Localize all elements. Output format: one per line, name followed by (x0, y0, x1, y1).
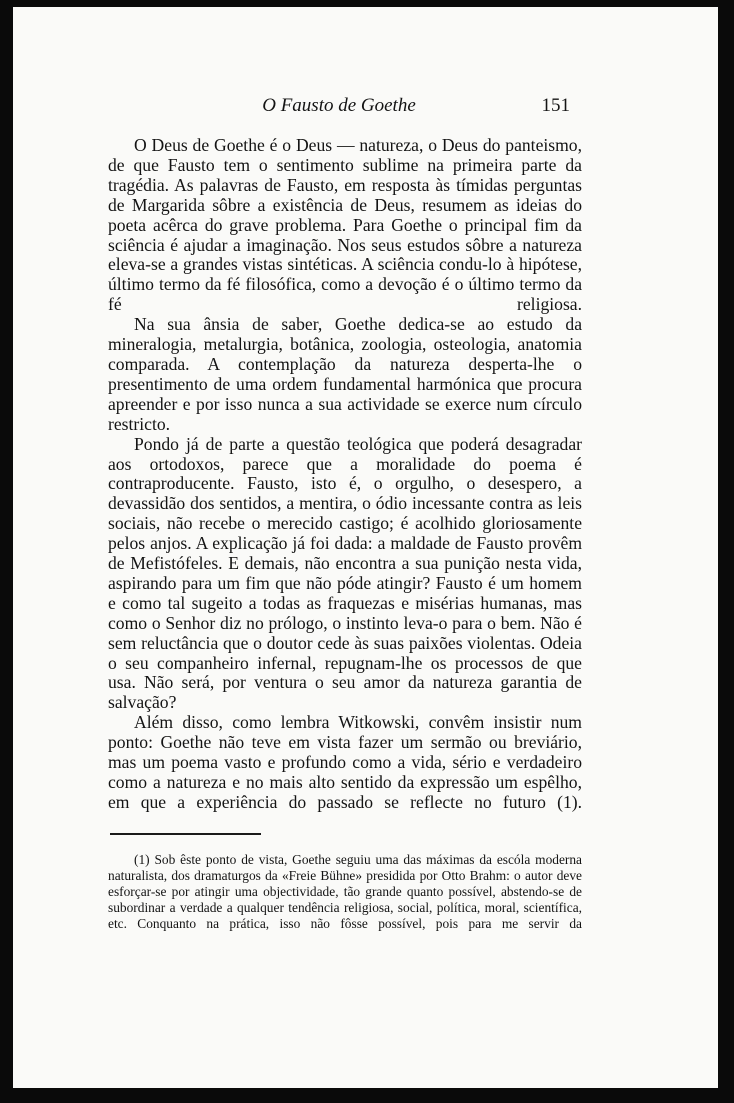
paragraph: Pondo já de parte a questão teológica que poderá desagradar aos ortodoxos, parece que a moralidade do poema é contraproducente. Fausto, isto é, o orgulho, o desespero, a devassidão dos sentidos, a mentira, o ódio incessante contra as leis sociais, não recebe o merecido castigo; é acolhido gloriosamente pelos anjos. A explicação já foi dada: a maldade de Fausto provêm de Mefistófeles. E demais, não encontra a sua punição nesta vida, aspirando para um fim que não póde atingir? Fausto é um homem e como tal sugeito a todas as fraquezas e misérias humanas, mas como o Senhor diz no prólogo, o instinto leva-o para o bem. Não é sem reluctância que o doutor cede às suas paixões violentas. Odeia o seu companheiro infernal, repugnam-lhe os processos de que usa. Não será, por ventura o seu amor da natureza garantia de salvação? (108, 433, 582, 713)
page-number: 151 (541, 95, 570, 116)
footnote-text: (1) Sob êste ponto de vista, Goethe seguiu uma das máximas da escóla moderna naturalista, dos dramaturgos da «Freie Bühne» presidida por Otto Brahm: o autor deve esforçar-se por atingir uma objectividade, tão grande quanto possível, abstendo-se de subordinar a verdade a qualquer tendência religiosa, social, política, moral, scientífica, etc. Conquanto na prática, isso não fôsse possível, pois para me servir da (108, 852, 582, 931)
scan-border-right (718, 0, 734, 1103)
page-header (108, 93, 570, 119)
paragraph: Além disso, como lembra Witkowski, convêm insistir num ponto: Goethe não teve em vista fazer um sermão ou breviário, mas um poema vasto e profundo como a vida, sério e verdadeiro como a natureza e no mais alto sentido da expressão um espêlho, em que a experiência do passado se reflecte no futuro (1). (108, 712, 582, 812)
paragraph: Na sua ânsia de saber, Goethe dedica-se ao estudo da mineralogia, metalurgia, botânica, zoologia, osteologia, anatomia comparada. A contemplação da natureza desperta-lhe o presentimento de uma ordem fundamental harmónica que procura apreender e por isso nunca a sua actividade se exerce num círculo restricto. (108, 314, 582, 434)
running-title: O Fausto de Goethe (262, 95, 416, 116)
paragraph: O Deus de Goethe é o Deus — natureza, o Deus do panteismo, de que Fausto tem o sentimento sublime na primeira parte da tragédia. As palavras de Fausto, em resposta às tímidas perguntas de Margarida sôbre a existência de Deus, resumem as ideias do poeta acêrca do grave problema. Para Goethe o principal fim da sciência é ajudar a imaginação. Nos seus estudos sôbre a natureza eleva-se a grandes vistas sintéticas. A sciência condu-lo à hipótese, último termo da fé filosófica, como a devoção é o último termo da fé religiosa. (108, 135, 582, 315)
footnote (108, 852, 582, 932)
footnote-separator (110, 833, 261, 835)
scan-border-bottom (0, 1088, 734, 1103)
scan-border-top (0, 0, 734, 7)
main-text (108, 136, 582, 813)
scan-border-left (0, 0, 13, 1103)
